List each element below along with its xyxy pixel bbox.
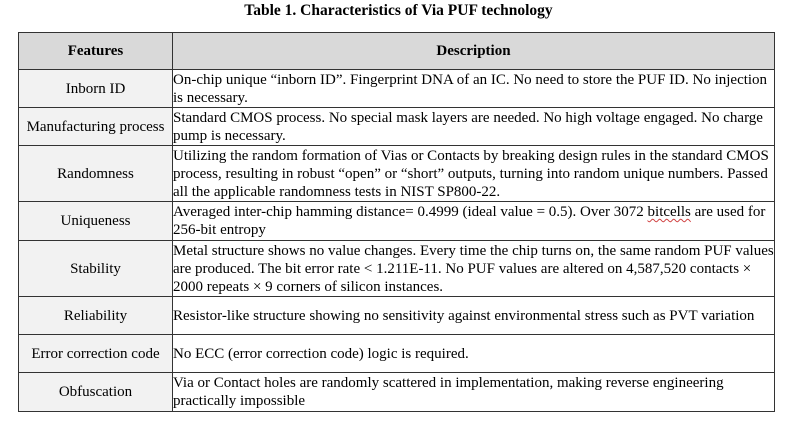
feature-cell: Reliability [19,297,173,335]
description-cell: Via or Contact holes are randomly scattered in implementation, making reverse engineering practically impossible [173,373,775,412]
table-row [19,335,775,373]
feature-cell: Stability [19,241,173,297]
header-description: Description [173,33,775,70]
description-text: are used for 256-bit entropy [173,204,766,238]
spellcheck-flagged-word: bitcells [647,204,691,220]
feature-cell: Randomness [19,146,173,202]
table-row [19,297,775,335]
table-row [19,373,775,412]
table-row [19,202,775,241]
description-cell: Resistor-like structure showing no sensitivity against environmental stress such as PVT variation [173,297,775,335]
description-cell: Metal structure shows no value changes. Every time the chip turns on, the same random PUF values are produced. The bit error rate < 1.211E-11. No PUF values are altered on 4,587,520 contacts × 2000 repeats × 9 corners of silicon instances. [173,242,774,295]
table-row [19,70,775,108]
description-cell: Utilizing the random formation of Vias or Contacts by breaking design rules in the standard CMOS process, resulting in robust “open” or “short” outputs, turning into random unique numbers. Passed all the applicable randomness tests in NIST SP800-22. [173,146,775,202]
feature-cell: Manufacturing process [19,108,173,146]
header-features: Features [19,33,173,70]
table-caption: Table 1. Characteristics of Via PUF technology [244,2,553,19]
description-text: Averaged inter-chip hamming distance= 0.4999 (ideal value = 0.5). Over 3072 [173,204,648,220]
description-cell [173,202,775,241]
header-row [19,33,775,70]
feature-cell: Error correction code [19,335,173,373]
feature-cell: Obfuscation [19,373,173,412]
description-cell: On-chip unique “inborn ID”. Fingerprint DNA of an IC. No need to store the PUF ID. No injection is necessary. [173,70,775,108]
table-row [19,146,775,202]
description-cell: No ECC (error correction code) logic is required. [173,335,775,373]
characteristics-table [18,32,775,412]
description-cell: Standard CMOS process. No special mask layers are needed. No high voltage engaged. No charge pump is necessary. [173,108,775,146]
table-row [19,241,775,297]
table-row [19,108,775,146]
feature-cell: Uniqueness [19,202,173,241]
feature-cell: Inborn ID [19,70,173,108]
